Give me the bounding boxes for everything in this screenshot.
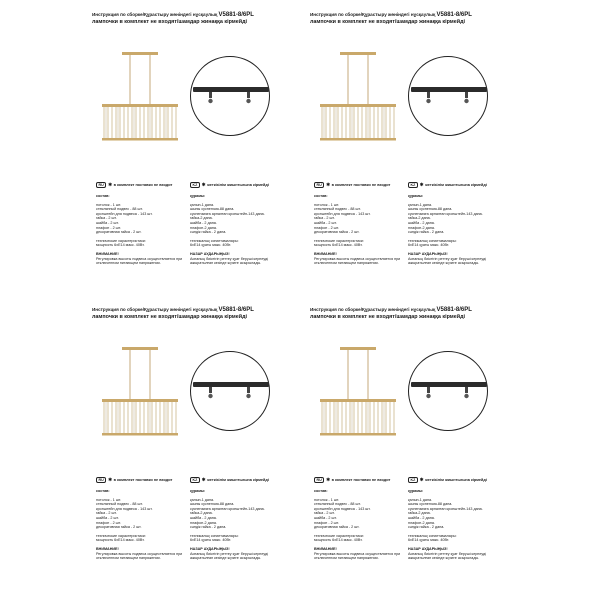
ru-warning-text: Регулировка высоты подвеса осуществляется при отключенном питающем напряжении. bbox=[314, 256, 401, 266]
ru-item: декоративная гайка - 2 шт. bbox=[314, 230, 360, 235]
kz-tech-title: техникалық сипаттамалары: bbox=[408, 238, 457, 243]
ru-note bbox=[314, 182, 390, 188]
chandelier-image bbox=[94, 347, 186, 457]
star-icon: ✱ bbox=[419, 477, 424, 482]
chandelier-image bbox=[94, 52, 186, 162]
star-icon: ✱ bbox=[108, 182, 113, 187]
detail-circle bbox=[408, 351, 488, 431]
mounting-bar-detail bbox=[191, 57, 271, 137]
mounting-bar-detail bbox=[409, 57, 489, 137]
kz-item: сәндік гайка - 2 дана. bbox=[190, 230, 227, 235]
ru-badge: RU bbox=[96, 477, 106, 483]
kz-warning-text: Аспаның биіктігін реттеу қуат беруші кернеуді ажыратылған кезінде жүзеге асырылады. bbox=[408, 256, 487, 266]
kz-note-text: жеткізілім жиынтығына кірмейді bbox=[207, 183, 269, 187]
kz-item: гайка-2 дана. bbox=[190, 216, 213, 221]
ru-tech-value: мощность 6хЕ14 макс. 40Вт. bbox=[314, 538, 363, 543]
ru-tech-value: мощность 6хЕ14 макс. 40Вт. bbox=[314, 243, 363, 248]
kz-section-title: құрамы: bbox=[190, 489, 206, 493]
ru-item: плафон - 2 шт. bbox=[96, 520, 121, 525]
kz-note bbox=[190, 182, 269, 188]
kz-column bbox=[190, 489, 278, 561]
kz-tech-value: 6хЕ14 қуаты макс. 40Вт. bbox=[190, 538, 232, 543]
kz-badge: KZ bbox=[190, 477, 200, 483]
ru-tech-title: технические характеристики: bbox=[314, 533, 364, 538]
subtitle-text: лампочки в комплект не входят/шамдар жинаққа кірмейді bbox=[92, 313, 248, 320]
kz-item: суспензияға арналған кронштейн-143 дана. bbox=[408, 211, 483, 216]
ru-section-title: состав: bbox=[96, 489, 110, 493]
subtitle-text: лампочки в комплект не входят/шамдар жинаққа кірмейді bbox=[310, 18, 466, 25]
sheet-title bbox=[310, 307, 520, 320]
kz-note-text: жеткізілім жиынтығына кірмейді bbox=[425, 183, 487, 187]
kz-item: сәндік гайка - 2 дана. bbox=[190, 525, 227, 530]
title-text: Инструкция по сборке/Құрастыру жөніндегі нұсқаулық bbox=[310, 12, 436, 17]
ru-column bbox=[314, 194, 402, 266]
kz-note-text: жеткізілім жиынтығына кірмейді bbox=[425, 478, 487, 482]
kz-item: шайба - 2 дана. bbox=[408, 515, 435, 520]
ru-item: гайка - 2 шт. bbox=[314, 216, 335, 221]
ru-item: потолок - 1 шт. bbox=[314, 202, 340, 207]
ru-badge: RU bbox=[314, 182, 324, 188]
kz-warning-text: Аспаның биіктігін реттеу қуат беруші кернеуді ажыратылған кезінде жүзеге асырылады. bbox=[408, 551, 487, 561]
ru-item: кронштейн для подвеса - 143 шт. bbox=[314, 506, 371, 511]
kz-item: шыны суспензия-88 дана. bbox=[408, 502, 453, 507]
ru-section-title: состав: bbox=[314, 489, 328, 493]
kz-item: сәндік гайка - 2 дана. bbox=[408, 230, 445, 235]
kz-item: гайка-2 дана. bbox=[408, 216, 431, 221]
ru-section-title: состав: bbox=[96, 194, 110, 198]
detail-circle bbox=[408, 56, 488, 136]
star-icon: ✱ bbox=[326, 477, 331, 482]
detail-circle bbox=[190, 351, 270, 431]
kz-item: сәндік гайка - 2 дана. bbox=[408, 525, 445, 530]
kz-item: гайка-2 дана. bbox=[190, 511, 213, 516]
ru-column bbox=[314, 489, 402, 561]
mounting-bar-detail bbox=[191, 352, 271, 432]
ru-item: кронштейн для подвеса - 143 шт. bbox=[314, 211, 371, 216]
ru-note-text: в комплект поставки не входит bbox=[331, 478, 391, 482]
ru-item: стеклянный подвес - 88 шт. bbox=[96, 502, 143, 507]
title-text: Инструкция по сборке/Құрастыру жөніндегі нұсқаулық bbox=[92, 12, 218, 17]
kz-item: қалып-1 дана. bbox=[190, 497, 215, 502]
ru-warning-title: ВНИМАНИЕ! bbox=[96, 251, 119, 256]
ru-item: стеклянный подвес - 88 шт. bbox=[314, 502, 361, 507]
ru-item: декоративная гайка - 2 шт. bbox=[314, 525, 360, 530]
instruction-sheet bbox=[310, 12, 520, 297]
ru-tech-title: технические характеристики: bbox=[314, 238, 364, 243]
subtitle-text: лампочки в комплект не входят/шамдар жинаққа кірмейді bbox=[310, 313, 466, 320]
kz-item: қалып-1 дана. bbox=[408, 497, 433, 502]
ru-note-text: в комплект поставки не входит bbox=[113, 478, 173, 482]
ru-item: кронштейн для подвеса - 143 шт. bbox=[96, 211, 153, 216]
kz-column bbox=[190, 194, 278, 266]
ru-column bbox=[96, 194, 184, 266]
ru-item: кронштейн для подвеса - 143 шт. bbox=[96, 506, 153, 511]
instruction-sheet bbox=[92, 307, 302, 592]
star-icon: ✱ bbox=[419, 182, 424, 187]
subtitle-text: лампочки в комплект не входят/шамдар жинаққа кірмейді bbox=[92, 18, 248, 25]
kz-item: қалып-1 дана. bbox=[190, 202, 215, 207]
ru-item: декоративная гайка - 2 шт. bbox=[96, 230, 142, 235]
ru-column bbox=[96, 489, 184, 561]
kz-tech-title: техникалық сипаттамалары: bbox=[408, 533, 457, 538]
ru-warning-text: Регулировка высоты подвеса осуществляется при отключенном питающем напряжении. bbox=[96, 551, 183, 561]
sheet-title bbox=[92, 307, 302, 320]
ru-item: потолок - 1 шт. bbox=[96, 497, 122, 502]
ru-item: потолок - 1 шт. bbox=[314, 497, 340, 502]
kz-item: плафон-2 дана. bbox=[190, 225, 217, 230]
kz-item: плафон-2 дана. bbox=[408, 225, 435, 230]
kz-item: суспензияға арналған кронштейн-143 дана. bbox=[190, 211, 265, 216]
kz-note bbox=[190, 477, 269, 483]
kz-warning-text: Аспаның биіктігін реттеу қуат беруші кернеуді ажыратылған кезінде жүзеге асырылады. bbox=[190, 256, 269, 266]
ru-tech-value: мощность 6хЕ14 макс. 40Вт. bbox=[96, 538, 145, 543]
kz-note-text: жеткізілім жиынтығына кірмейді bbox=[207, 478, 269, 482]
kz-tech-value: 6хЕ14 қуаты макс. 40Вт. bbox=[190, 243, 232, 248]
ru-warning-text: Регулировка высоты подвеса осуществляется при отключенном питающем напряжении. bbox=[96, 256, 183, 266]
kz-item: шайба - 2 дана. bbox=[408, 220, 435, 225]
title-text: Инструкция по сборке/Құрастыру жөніндегі нұсқаулық bbox=[310, 307, 436, 312]
ru-warning-title: ВНИМАНИЕ! bbox=[314, 546, 337, 551]
ru-warning-title: ВНИМАНИЕ! bbox=[96, 546, 119, 551]
kz-item: шыны суспензия-88 дана. bbox=[408, 207, 453, 212]
ru-tech-title: технические характеристики: bbox=[96, 238, 146, 243]
ru-item: гайка - 2 шт. bbox=[96, 216, 117, 221]
sheet-title bbox=[92, 12, 302, 25]
ru-item: шайба - 2 шт. bbox=[96, 220, 119, 225]
kz-column bbox=[408, 194, 496, 266]
chandelier-image bbox=[312, 52, 404, 162]
kz-note bbox=[408, 477, 487, 483]
ru-warning-text: Регулировка высоты подвеса осуществляется при отключенном питающем напряжении. bbox=[314, 551, 401, 561]
kz-badge: KZ bbox=[190, 182, 200, 188]
kz-section-title: құрамы: bbox=[190, 194, 206, 198]
ru-note-text: в комплект поставки не входит bbox=[113, 183, 173, 187]
ru-item: плафон - 2 шт. bbox=[314, 225, 339, 230]
model-number: V5881-8/6PL bbox=[218, 12, 254, 18]
title-text: Инструкция по сборке/Құрастыру жөніндегі нұсқаулық bbox=[92, 307, 218, 312]
instruction-sheet bbox=[92, 12, 302, 297]
detail-circle bbox=[190, 56, 270, 136]
ru-item: плафон - 2 шт. bbox=[96, 225, 121, 230]
ru-note-text: в комплект поставки не входит bbox=[331, 183, 391, 187]
ru-badge: RU bbox=[314, 477, 324, 483]
kz-item: плафон-2 дана. bbox=[190, 520, 217, 525]
model-number: V5881-8/6PL bbox=[436, 307, 472, 313]
kz-section-title: құрамы: bbox=[408, 489, 424, 493]
kz-item: гайка-2 дана. bbox=[408, 511, 431, 516]
model-number: V5881-8/6PL bbox=[218, 307, 254, 313]
kz-item: суспензияға арналған кронштейн-143 дана. bbox=[190, 506, 265, 511]
ru-badge: RU bbox=[96, 182, 106, 188]
ru-tech-title: технические характеристики: bbox=[96, 533, 146, 538]
kz-item: плафон-2 дана. bbox=[408, 520, 435, 525]
kz-column bbox=[408, 489, 496, 561]
instruction-sheet bbox=[310, 307, 520, 592]
ru-item: потолок - 1 шт. bbox=[96, 202, 122, 207]
kz-tech-title: техникалық сипаттамалары: bbox=[190, 533, 239, 538]
kz-warning-title: НАЗАР АУДАРЫҢЫЗ! bbox=[408, 546, 448, 551]
kz-section-title: құрамы: bbox=[408, 194, 424, 198]
kz-item: қалып-1 дана. bbox=[408, 202, 433, 207]
ru-section-title: состав: bbox=[314, 194, 328, 198]
kz-tech-value: 6хЕ14 қуаты макс. 40Вт. bbox=[408, 538, 450, 543]
ru-item: шайба - 2 шт. bbox=[314, 220, 337, 225]
ru-warning-title: ВНИМАНИЕ! bbox=[314, 251, 337, 256]
model-number: V5881-8/6PL bbox=[436, 12, 472, 18]
kz-warning-text: Аспаның биіктігін реттеу қуат беруші кернеуді ажыратылған кезінде жүзеге асырылады. bbox=[190, 551, 269, 561]
sheet-title bbox=[310, 12, 520, 25]
kz-warning-title: НАЗАР АУДАРЫҢЫЗ! bbox=[190, 251, 230, 256]
ru-item: декоративная гайка - 2 шт. bbox=[96, 525, 142, 530]
kz-item: шыны суспензия-88 дана. bbox=[190, 502, 235, 507]
chandelier-image bbox=[312, 347, 404, 457]
kz-badge: KZ bbox=[408, 477, 418, 483]
ru-item: гайка - 2 шт. bbox=[96, 511, 117, 516]
ru-item: шайба - 2 шт. bbox=[314, 515, 337, 520]
kz-warning-title: НАЗАР АУДАРЫҢЫЗ! bbox=[408, 251, 448, 256]
kz-item: суспензияға арналған кронштейн-143 дана. bbox=[408, 506, 483, 511]
kz-item: шыны суспензия-88 дана. bbox=[190, 207, 235, 212]
kz-item: шайба - 2 дана. bbox=[190, 220, 217, 225]
kz-note bbox=[408, 182, 487, 188]
ru-note bbox=[96, 182, 172, 188]
kz-warning-title: НАЗАР АУДАРЫҢЫЗ! bbox=[190, 546, 230, 551]
kz-tech-value: 6хЕ14 қуаты макс. 40Вт. bbox=[408, 243, 450, 248]
ru-item: шайба - 2 шт. bbox=[96, 515, 119, 520]
ru-note bbox=[314, 477, 390, 483]
ru-tech-value: мощность 6хЕ14 макс. 40Вт. bbox=[96, 243, 145, 248]
star-icon: ✱ bbox=[201, 182, 206, 187]
star-icon: ✱ bbox=[108, 477, 113, 482]
ru-item: стеклянный подвес - 88 шт. bbox=[314, 207, 361, 212]
kz-item: шайба - 2 дана. bbox=[190, 515, 217, 520]
star-icon: ✱ bbox=[326, 182, 331, 187]
kz-tech-title: техникалық сипаттамалары: bbox=[190, 238, 239, 243]
ru-item: стеклянный подвес - 88 шт. bbox=[96, 207, 143, 212]
ru-note bbox=[96, 477, 172, 483]
star-icon: ✱ bbox=[201, 477, 206, 482]
ru-item: гайка - 2 шт. bbox=[314, 511, 335, 516]
mounting-bar-detail bbox=[409, 352, 489, 432]
ru-item: плафон - 2 шт. bbox=[314, 520, 339, 525]
kz-badge: KZ bbox=[408, 182, 418, 188]
